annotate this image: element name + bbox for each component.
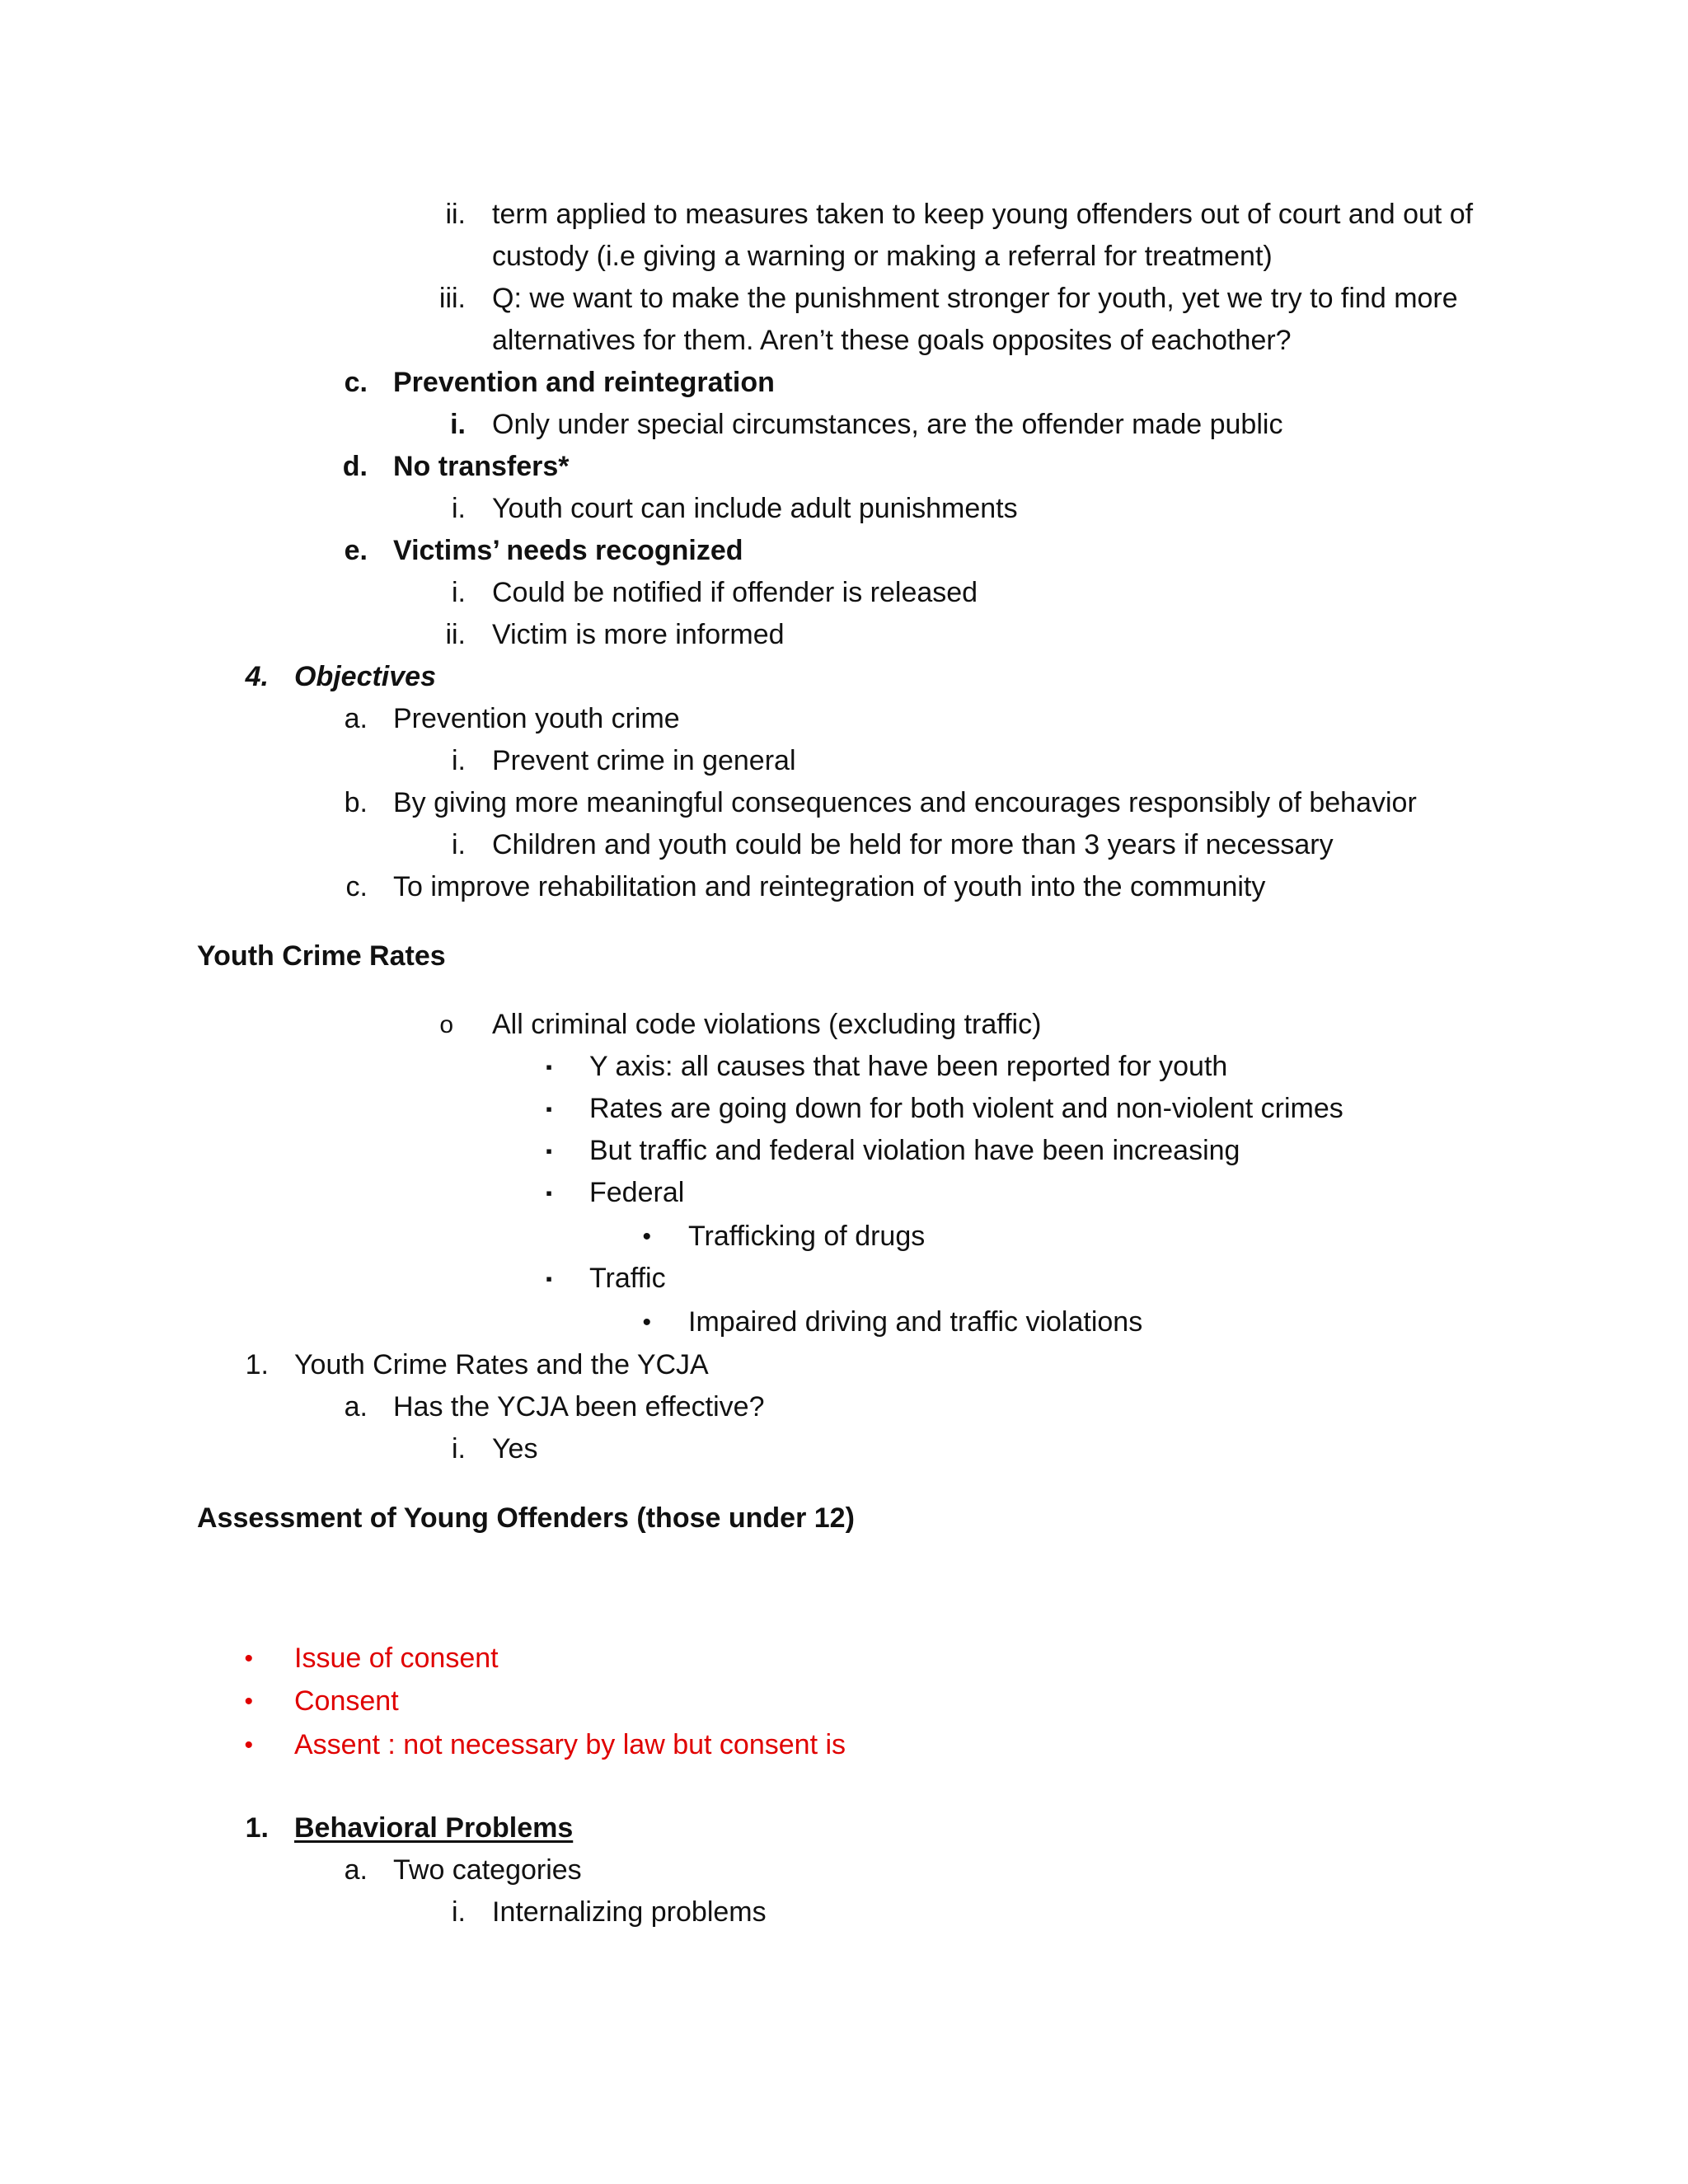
bullet-item-text: But traffic and federal violation have been increasing bbox=[589, 1135, 1240, 1166]
list-marker: a. bbox=[344, 703, 368, 734]
list-marker: a. bbox=[344, 1854, 368, 1886]
list-item bbox=[0, 614, 1688, 656]
list-item-text: Prevent crime in general bbox=[492, 745, 796, 776]
dot-bullet-icon: • bbox=[642, 1223, 651, 1250]
list-marker: a. bbox=[344, 1391, 368, 1422]
list-item-text: Behavioral Problems bbox=[294, 1812, 574, 1844]
list-item-continuation bbox=[0, 236, 1688, 278]
list-item-text: term applied to measures taken to keep young offenders out of court and out of bbox=[492, 199, 1474, 230]
list-item bbox=[0, 194, 1688, 236]
list-item bbox=[0, 824, 1688, 866]
list-item-text: Youth court can include adult punishments bbox=[492, 493, 1018, 524]
list-item-text: No transfers* bbox=[393, 451, 570, 482]
list-marker: i. bbox=[450, 409, 466, 440]
list-item-text: Objectives bbox=[294, 661, 436, 692]
bullet-item-text: Impaired driving and traffic violations bbox=[688, 1306, 1143, 1338]
bullet-item-text: Trafficking of drugs bbox=[688, 1221, 926, 1252]
list-item bbox=[0, 1849, 1688, 1891]
bullet-item bbox=[0, 1172, 1688, 1214]
red-bullet-item bbox=[0, 1638, 1688, 1680]
bullet-item bbox=[0, 1130, 1688, 1172]
list-item bbox=[0, 866, 1688, 908]
list-item bbox=[0, 278, 1688, 320]
list-item bbox=[0, 698, 1688, 740]
square-bullet-icon: ▪ bbox=[546, 1141, 552, 1161]
list-item-text: Internalizing problems bbox=[492, 1896, 767, 1928]
list-item-text: Victims’ needs recognized bbox=[393, 535, 743, 566]
section-heading-text: Youth Crime Rates bbox=[197, 940, 446, 972]
bullet-item-text: Traffic bbox=[589, 1263, 666, 1294]
list-item bbox=[0, 782, 1688, 824]
dot-bullet-icon: • bbox=[244, 1732, 253, 1759]
list-item bbox=[0, 1386, 1688, 1428]
list-item-text: Yes bbox=[492, 1433, 538, 1465]
bullet-item-text: Y axis: all causes that have been reported for youth bbox=[589, 1051, 1228, 1082]
square-bullet-icon: ▪ bbox=[546, 1268, 552, 1289]
list-item-victims-needs bbox=[0, 530, 1688, 572]
list-item-text: Has the YCJA been effective? bbox=[393, 1391, 765, 1422]
list-item bbox=[0, 404, 1688, 446]
list-item-text: Prevention youth crime bbox=[393, 703, 680, 734]
bullet-item bbox=[0, 1046, 1688, 1088]
list-item bbox=[0, 1344, 1688, 1386]
list-item-text: To improve rehabilitation and reintegration of youth into the community bbox=[393, 871, 1266, 902]
list-item-text: custody (i.e giving a warning or making a referral for treatment) bbox=[492, 241, 1273, 272]
list-item-text: Two categories bbox=[393, 1854, 582, 1886]
list-marker: e. bbox=[344, 535, 368, 566]
bullet-item bbox=[0, 1004, 1688, 1046]
list-item-no-transfers bbox=[0, 446, 1688, 488]
list-item-text: Victim is more informed bbox=[492, 619, 785, 650]
list-item-continuation bbox=[0, 320, 1688, 362]
bullet-item bbox=[0, 1258, 1688, 1300]
bullet-item-text: Rates are going down for both violent and non-violent crimes bbox=[589, 1093, 1343, 1124]
bullet-item-text: Assent : not necessary by law but consent is bbox=[294, 1729, 846, 1760]
list-item-text: Children and youth could be held for more than 3 years if necessary bbox=[492, 829, 1334, 860]
bullet-item-text: Consent bbox=[294, 1685, 399, 1717]
list-marker: i. bbox=[452, 577, 466, 608]
bullet-item-text: Federal bbox=[589, 1177, 685, 1208]
bullet-item bbox=[0, 1216, 1688, 1258]
section-heading-assessment bbox=[0, 1497, 1688, 1540]
list-marker: ii. bbox=[445, 199, 466, 230]
list-marker: c. bbox=[344, 367, 368, 398]
list-item bbox=[0, 1428, 1688, 1470]
square-bullet-icon: ▪ bbox=[546, 1057, 552, 1077]
red-bullet-item bbox=[0, 1724, 1688, 1766]
list-marker: d. bbox=[342, 451, 368, 482]
list-item-text: Q: we want to make the punishment stronger for youth, yet we try to find more bbox=[492, 283, 1458, 314]
list-marker: 1. bbox=[245, 1349, 269, 1380]
list-item bbox=[0, 488, 1688, 530]
list-item-text: Could be notified if offender is released bbox=[492, 577, 978, 608]
section-heading-text: Assessment of Young Offenders (those under 12) bbox=[197, 1502, 855, 1534]
list-item-behavioral-problems bbox=[0, 1807, 1688, 1849]
list-marker: i. bbox=[452, 493, 466, 524]
list-item-text: By giving more meaningful consequences and encourages responsibly of behavior bbox=[393, 787, 1417, 818]
list-marker: i. bbox=[452, 829, 466, 860]
bullet-item-text: Issue of consent bbox=[294, 1643, 499, 1674]
list-item-objectives bbox=[0, 656, 1688, 698]
red-bullet-item bbox=[0, 1680, 1688, 1722]
list-item-prevention-reintegration bbox=[0, 362, 1688, 404]
dot-bullet-icon: • bbox=[244, 1645, 253, 1672]
list-marker: 4. bbox=[245, 661, 269, 692]
list-item-text: alternatives for them. Aren’t these goals opposites of eachother? bbox=[492, 325, 1292, 356]
list-item bbox=[0, 1891, 1688, 1933]
section-heading-youth-crime-rates bbox=[0, 935, 1688, 977]
circle-bullet-icon: o bbox=[439, 1011, 453, 1038]
list-item-text: Only under special circumstances, are the offender made public bbox=[492, 409, 1283, 440]
list-marker: b. bbox=[344, 787, 368, 818]
list-item-text: Youth Crime Rates and the YCJA bbox=[294, 1349, 709, 1380]
bullet-item bbox=[0, 1088, 1688, 1130]
list-item bbox=[0, 740, 1688, 782]
dot-bullet-icon: • bbox=[642, 1309, 651, 1336]
list-item bbox=[0, 572, 1688, 614]
dot-bullet-icon: • bbox=[244, 1688, 253, 1715]
list-marker: i. bbox=[452, 1896, 466, 1928]
square-bullet-icon: ▪ bbox=[546, 1183, 552, 1203]
list-marker: ii. bbox=[445, 619, 466, 650]
list-marker: c. bbox=[345, 871, 368, 902]
list-marker: iii. bbox=[438, 283, 466, 314]
square-bullet-icon: ▪ bbox=[546, 1099, 552, 1119]
bullet-item bbox=[0, 1301, 1688, 1343]
bullet-item-text: All criminal code violations (excluding traffic) bbox=[492, 1009, 1042, 1040]
list-marker: i. bbox=[452, 1433, 466, 1465]
list-marker: i. bbox=[452, 745, 466, 776]
list-item-text: Prevention and reintegration bbox=[393, 367, 775, 398]
list-marker: 1. bbox=[245, 1812, 269, 1844]
